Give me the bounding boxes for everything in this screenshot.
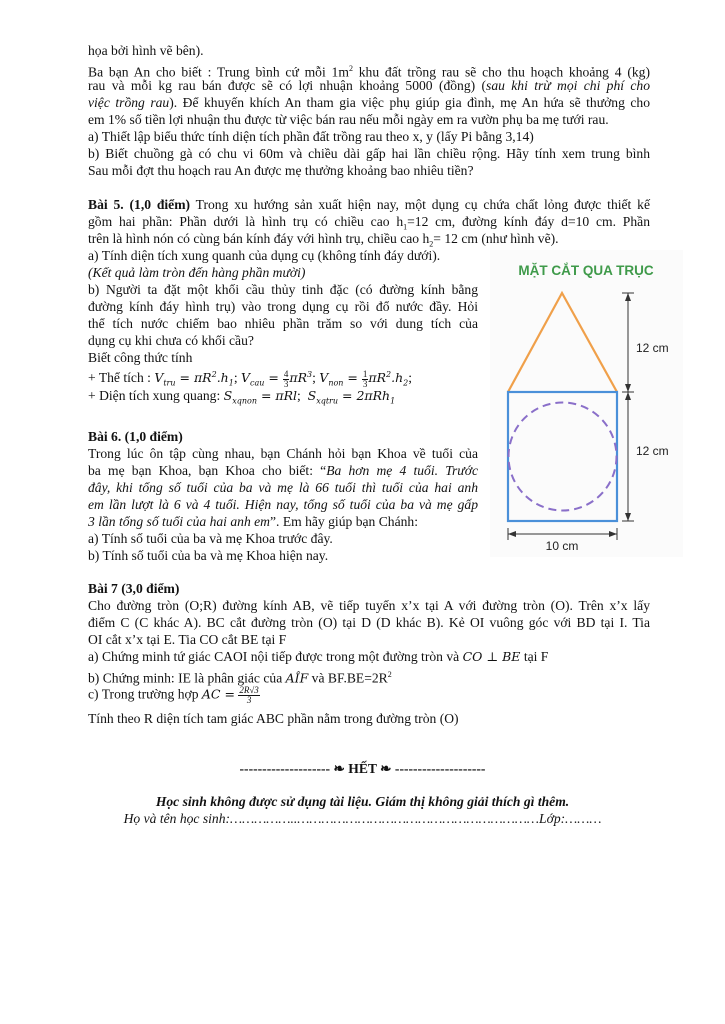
bai6-line: đây, khi tổng số tuổi của ba và mẹ là 66 tuổi thì tuổi của hai anh <box>88 480 478 495</box>
bai7-question-a: a) Chứng minh tứ giác CAOI nội tiếp được trong một đường tròn và CO ⊥ BE tại F <box>88 649 549 664</box>
cone-shape <box>508 293 617 392</box>
bai5-line: thể tích nước chiếm bao nhiêu phần trăm so với dung tích của <box>88 316 478 331</box>
bai5-line: dụng cụ khi chưa có khối cầu? <box>88 333 254 348</box>
cylinder-height-label: 12 cm <box>636 444 669 458</box>
bai6-line: Trong lúc ôn tập cùng nhau, bạn Chánh hỏi bạn Khoa về tuổi của <box>88 446 478 461</box>
bai6-line: em lần lượt là 6 và 4 tuổi. Hiện nay, tổng số tuổi của ba và mẹ gấp <box>88 497 478 512</box>
text-line: rau và mỗi kg rau bán được sẽ có lợi nhuận khoảng 5000 (đồng) (sau khi trừ mọi chi phí cho <box>88 78 651 93</box>
bai5-line: đường kính đáy hình trụ) vào trong dụng cụ rồi đổ nước đầy. Hỏi <box>88 299 478 314</box>
arrowhead <box>625 392 631 400</box>
figure-svg <box>490 250 683 557</box>
arrowhead <box>625 513 631 521</box>
bai5-question-b: b) Người ta đặt một khối cầu thủy tinh đặc (có đường kính bằng <box>88 282 478 297</box>
bai5-line: Bài 5. (1,0 điểm) Trong xu hướng sản xuất hiện nay, một dụng cụ chứa chất lỏng được thiết kế <box>88 197 650 212</box>
student-name-line: Họ và tên học sinh:……………..……………………………………………………Lớp:……… <box>123 811 602 826</box>
text-line: việc trồng rau). Để khuyến khích An tham gia việc phụ giúp gia đình, mẹ An hứa sẽ thưởng cho <box>88 95 650 110</box>
area-formula: + Diện tích xung quang: $S_{xqnon} = \pi Rl$; $S_{xqtru} = 2\pi Rh_1$ <box>88 388 396 406</box>
bai7-line: Tính theo R diện tích tam giác ABC phần nằm trong đường tròn (O) <box>88 711 459 726</box>
text-line: em 1% số tiền lợi nhuận thu được từ việc bán rau nếu mỗi ngày em ra vườn phụ ba mẹ tưới rau. <box>88 112 609 127</box>
cross-section-figure <box>490 250 683 557</box>
bai5-title: Bài 5. (1,0 điểm) <box>88 197 191 212</box>
volume-formula: + Thể tích : $V_{tru} = \pi R^2.h_1$; $V_{cau}$ = $\frac{4}{3}$ $\pi R^3$; $V_{non}$ = $\frac{1}{3}$ $\pi R^2.h_2$; <box>88 368 413 389</box>
arrowhead <box>508 531 516 537</box>
diameter-label: 10 cm <box>545 539 579 553</box>
text-line: họa bởi hình vẽ bên). <box>88 43 204 58</box>
text-line: Ba bạn An cho biết : Trung bình cứ mỗi $1m^2$ khu đất trồng rau sẽ cho thu hoạch khoảng 4 (kg) <box>88 64 650 80</box>
cone-height-label: 12 cm <box>636 341 669 355</box>
bai7-line: Cho đường tròn (O;R) đường kính AB, vẽ tiếp tuyến x’x tại A với đường tròn (O). Trên x’x lấy <box>88 598 650 613</box>
figure-title: MẶT CẮT QUA TRỤC <box>518 263 654 278</box>
bai6-line: 3 lần tổng số tuổi của hai anh em”. Em hãy giúp bạn Chánh: <box>88 514 418 529</box>
bai7-line: OI cắt x’x tại E. Tia CO cắt BE tại F <box>88 632 287 647</box>
bai5-note: (Kết quả làm tròn đến hàng phần mười) <box>88 265 306 280</box>
sphere-shape <box>509 403 617 511</box>
arrowhead <box>625 384 631 392</box>
bai7-line: điểm C (C khác A). BC cắt đường tròn (O) tại D (D khác B). Kẻ OI vuông góc với BD tại I. Tia <box>88 615 650 630</box>
bai5-line: trên là hình nón có cùng bán kính đáy với hình trụ, chiều cao $h_2= 12$ cm (như hình vẽ). <box>88 231 559 249</box>
question-a: a) Thiết lập biểu thức tính diện tích phần đất trồng rau theo x, y (lấy Pi bằng 3,14) <box>88 129 534 144</box>
bai6-line: ba mẹ bạn Khoa, bạn Khoa cho biết: “Ba hơn mẹ 4 tuổi. Trước <box>88 463 478 478</box>
bai6-question-b: b) Tính số tuổi của ba và mẹ Khoa hiện nay. <box>88 548 329 563</box>
arrowhead <box>625 293 631 301</box>
bai7-question-b: b) Chứng minh: IE là phân giác của AÎF và $BF.BE=2R^2$ <box>88 670 392 686</box>
bai7-question-c: c) Trong trường hợp AC = $\frac{2R√3}{3}$ <box>88 685 259 705</box>
bai6-question-a: a) Tính số tuổi của ba và mẹ Khoa trước đây. <box>88 531 333 546</box>
end-marker: -------------------- ❧ HẾT ❧ -------------------- <box>239 761 486 776</box>
bai5-line: Biết công thức tính <box>88 350 193 365</box>
text-line: Sau mỗi đợt thu hoạch rau An được mẹ thưởng khoảng bao nhiêu tiền? <box>88 163 474 178</box>
bai5-question-a: a) Tính diện tích xung quanh của dụng cụ (không tính đáy dưới). <box>88 248 441 263</box>
bai6-title: Bài 6. (1,0 điểm) <box>88 429 183 444</box>
cylinder-shape <box>508 392 617 521</box>
question-b: b) Biết chuồng gà có chu vi 60m và chiều dài gấp hai lần chiều rộng. Hãy tính xem trung bình <box>88 146 650 161</box>
bai5-line: gồm hai phần: Phần dưới là hình trụ có chiều cao $h_1=12$ cm, đường kính đáy d=10 cm. Phần <box>88 214 650 232</box>
exam-note: Học sinh không được sử dụng tài liệu. Giám thị không giải thích gì thêm. <box>155 794 570 809</box>
arrowhead <box>609 531 617 537</box>
bai7-title: Bài 7 (3,0 điểm) <box>88 581 180 596</box>
